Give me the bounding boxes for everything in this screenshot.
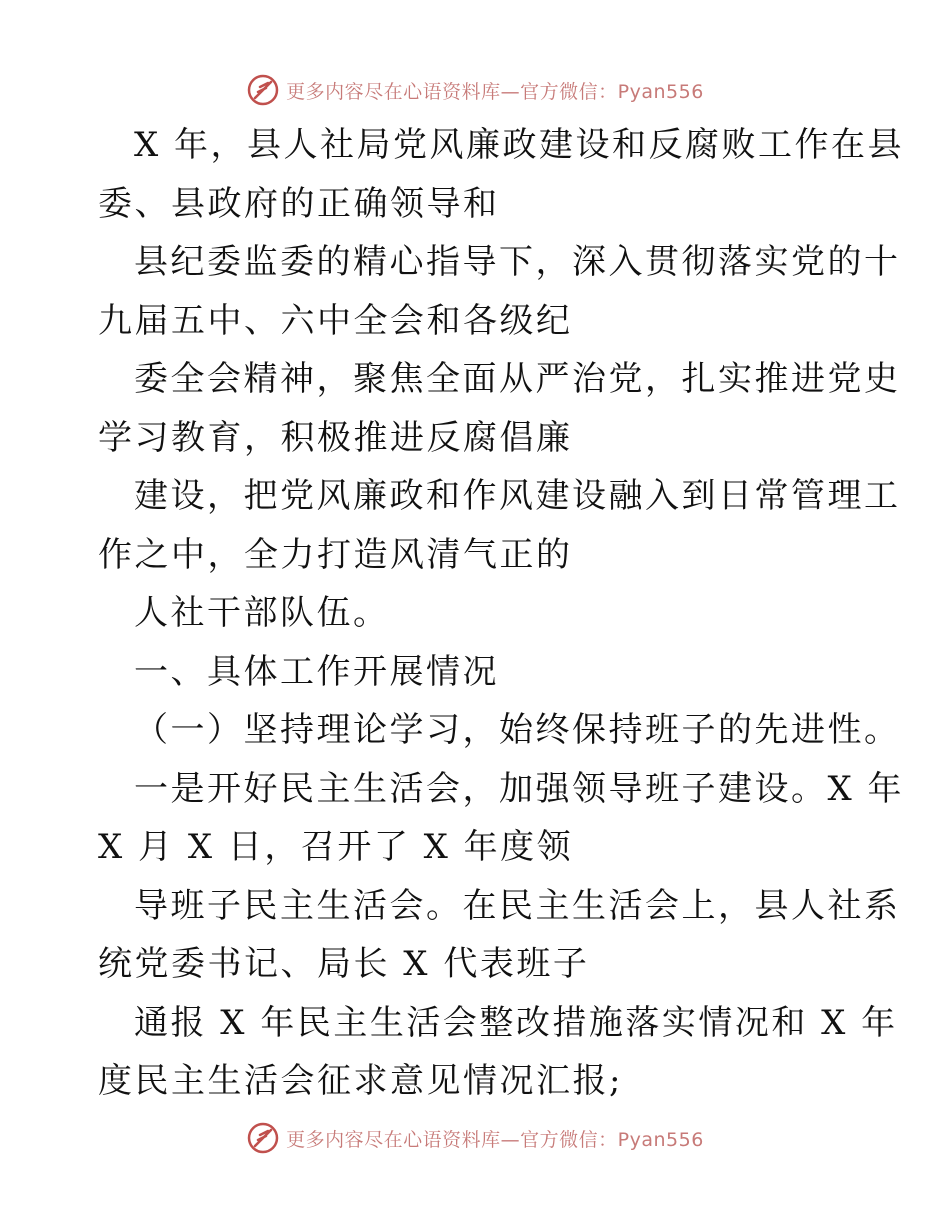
text-line: 县纪委监委的精心指导下，深入贯彻落实党的十 — [134, 242, 901, 282]
text-line: 一是开好民主生活会，加强领导班子建设。X 年 — [134, 768, 905, 809]
header-watermark — [0, 70, 950, 110]
watermark-text: 更多内容尽在心语资料库—官方微信：Pyan556 — [286, 1128, 704, 1151]
text-line: 导班子民主生活会。在民主生活会上，县人社系 — [134, 885, 901, 926]
feather-logo-icon — [246, 1121, 280, 1155]
text-line: 一、具体工作开展情况 — [134, 651, 499, 692]
text-line: 学习教育，积极推进反腐倡廉 — [98, 417, 573, 458]
text-line: 委全会精神，聚焦全面从严治党，扎实推进党史 — [134, 359, 901, 399]
text-line: 委、县政府的正确领导和 — [98, 183, 500, 224]
text-line: X 月 X 日，召开了 X 年度领 — [98, 827, 574, 867]
text-line: 人社干部队伍。 — [134, 593, 390, 633]
text-line: （一）坚持理论学习，始终保持班子的先进性。 — [134, 710, 901, 750]
text-line: 度民主生活会征求意见情况汇报; — [98, 1061, 623, 1101]
feather-logo-icon — [246, 73, 280, 107]
text-line: 九届五中、六中全会和各级纪 — [98, 300, 573, 341]
text-line: 作之中，全力打造风清气正的 — [98, 534, 573, 575]
watermark-text: 更多内容尽在心语资料库—官方微信：Pyan556 — [286, 80, 704, 103]
text-line: 通报 X 年民主生活会整改措施落实情况和 X 年 — [134, 1002, 898, 1043]
text-line: 建设，把党风廉政和作风建设融入到日常管理工 — [134, 476, 901, 516]
footer-watermark — [0, 1118, 950, 1158]
text-line: X 年，县人社局党风廉政建设和反腐败工作在县 — [134, 125, 905, 165]
document-body — [98, 116, 905, 1111]
text-line: 统党委书记、局长 X 代表班子 — [98, 944, 590, 984]
